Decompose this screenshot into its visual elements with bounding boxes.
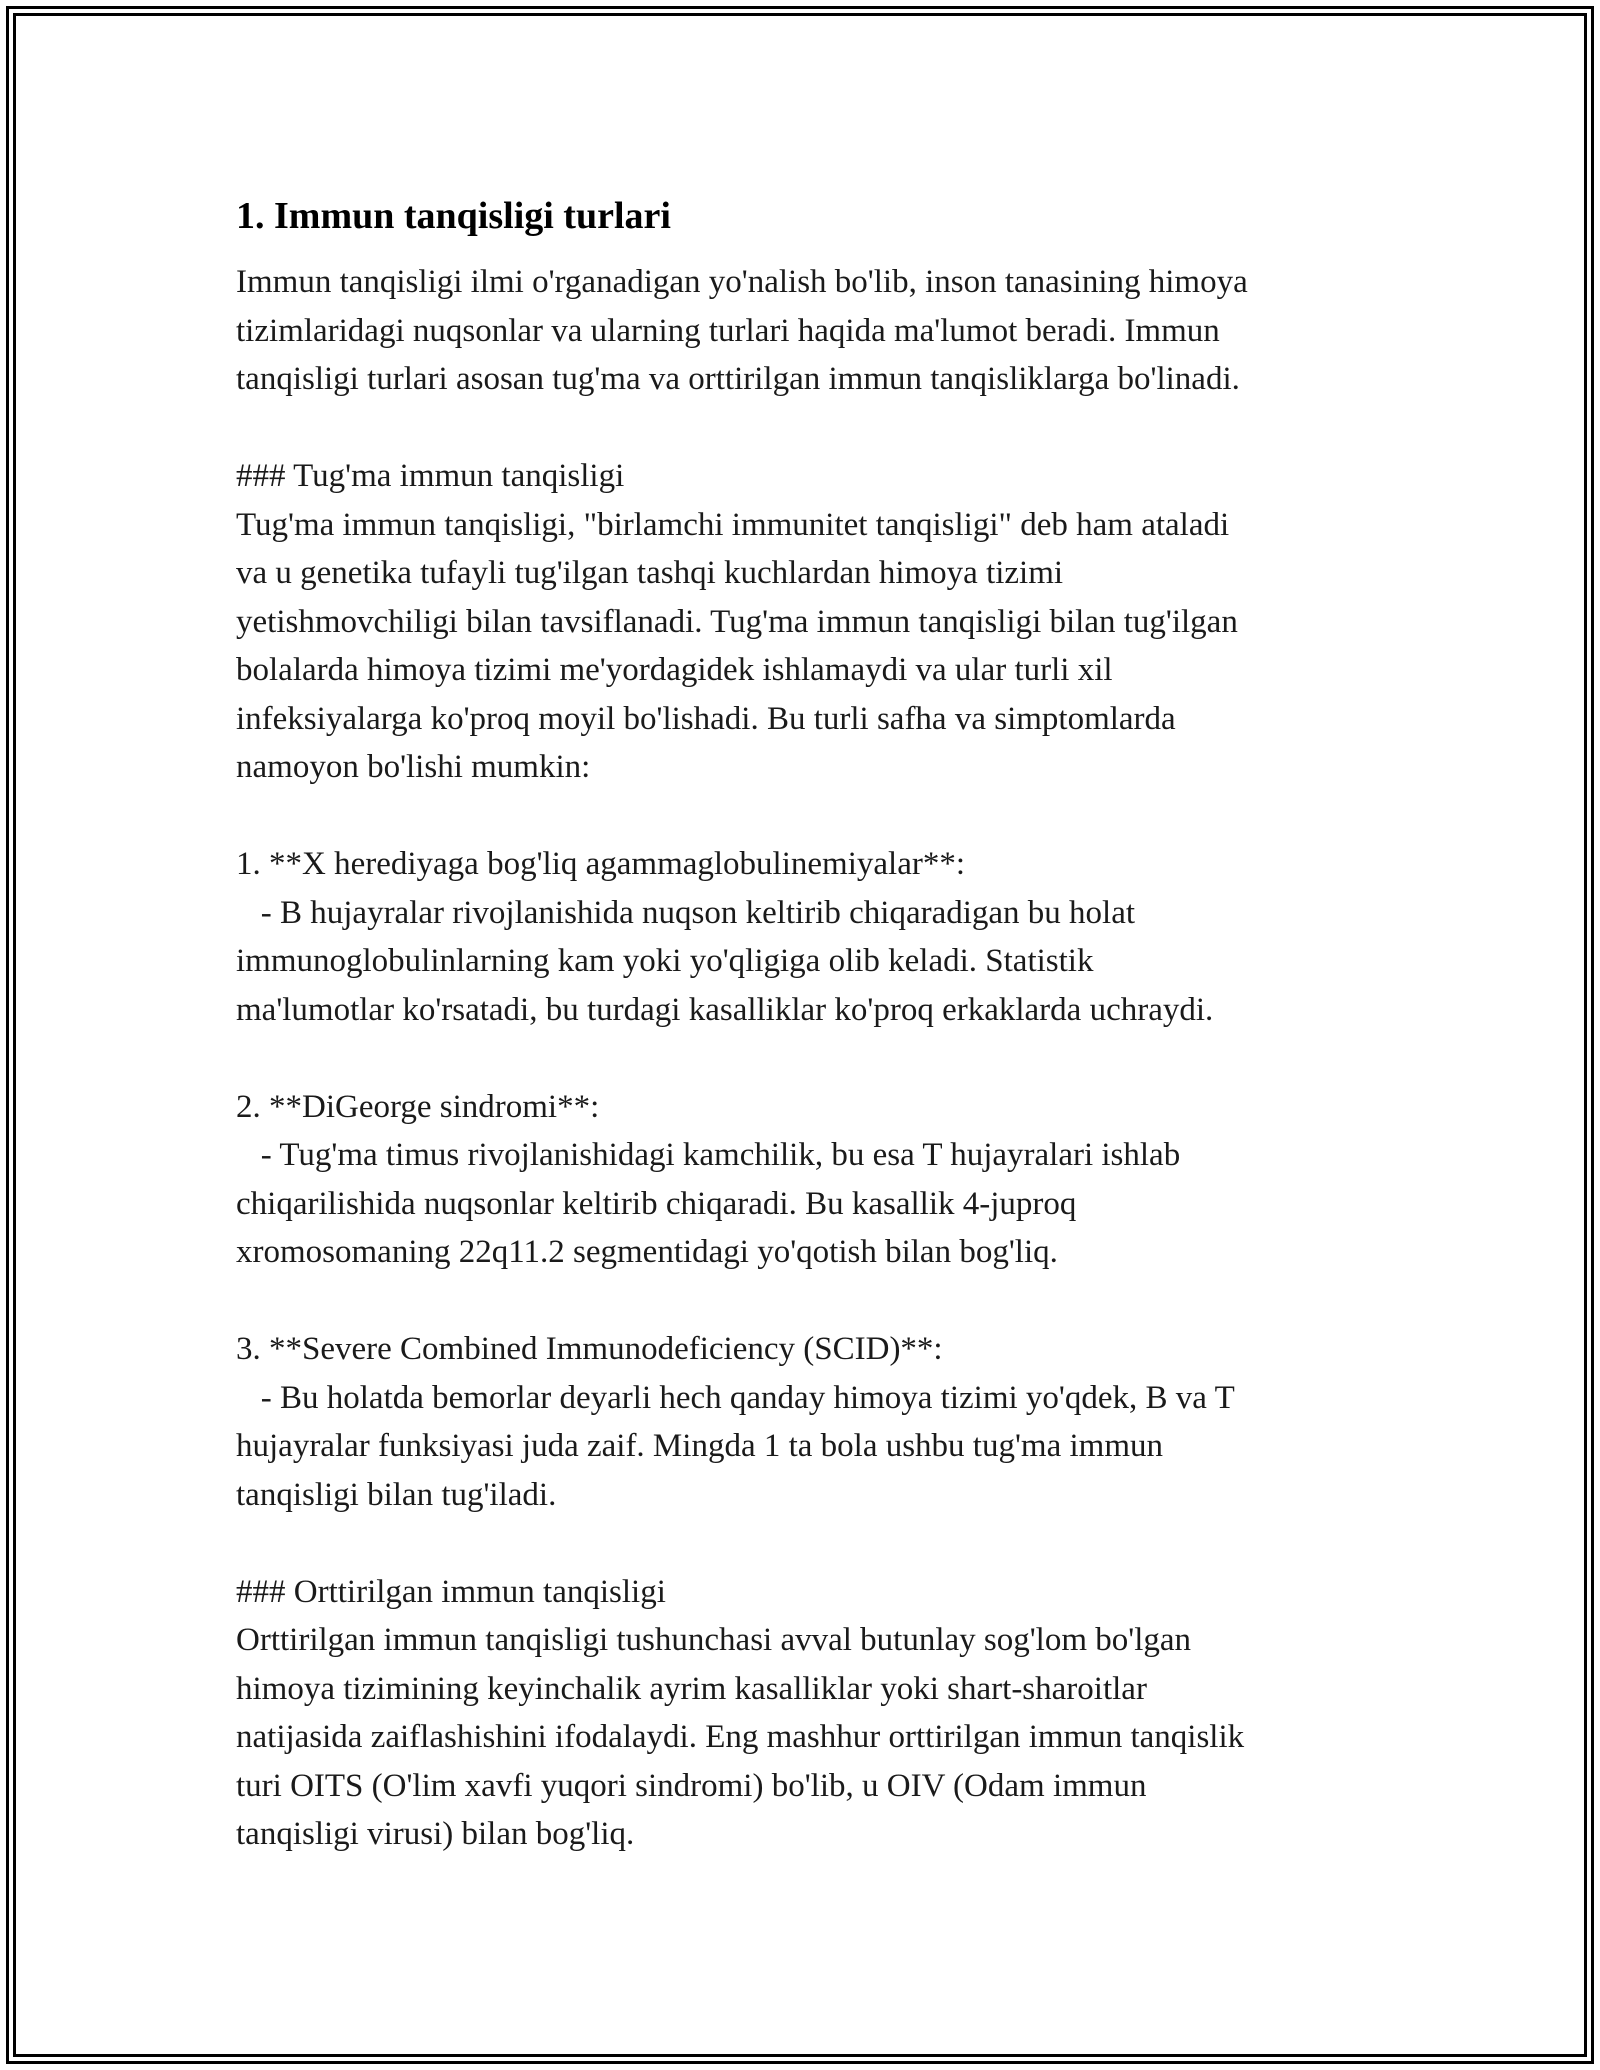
document-page bbox=[236, 188, 1376, 1859]
document-heading: 1. Immun tanqisligi turlari bbox=[236, 195, 671, 237]
document-body: Immun tanqisligi ilmi o'rganadigan yo'nalish bo'lib, inson tanasining himoya tizimlaridagi nuqsonlar va ularning turlari haqida ma'lumot beradi. Immun tanqisligi turlari asosan tug'ma va orttirilgan immun tanqisliklarga bo'linadi. ### Tug'ma immun tanqisligi Tug'ma immun tanqisligi, "birlamchi immunitet tanqisligi" deb ham ataladi va u genetika tufayli tug'ilgan tashqi kuchlardan himoya tizimi yetishmovchiligi bilan tavsiflanadi. Tug'ma immun tanqisligi bilan tug'ilgan bolalarda himoya tizimi me'yordagidek ishlamaydi va ular turli xil infeksiyalarga ko'proq moyil bo'lishadi. Bu turli safha va simptomlarda namoyon bo'lishi mumkin: 1. **X herediyaga bog'liq agammaglobulinemiyalar**: - B hujayralar rivojlanishida nuqson keltirib chiqaradigan bu holat immunoglobulinlarning kam yoki yo'qligiga olib keladi. Statistik ma'lumotlar ko'rsatadi, bu turdagi kasalliklar ko'proq erkaklarda uchraydi. 2. **DiGeorge sindromi**: - Tug'ma timus rivojlanishidagi kamchilik, bu esa T hujayralari ishlab chiqarilishida nuqsonlar keltirib chiqaradi. Bu kasallik 4-juproq xromosomaning 22q11.2 segmentidagi yo'qotish bilan bog'liq. 3. **Severe Combined Immunodeficiency (SCID)**: - Bu holatda bemorlar deyarli hech qanday himoya tizimi yo'qdek, B va T hujayralar funksiyasi juda zaif. Mingda 1 ta bola ushbu tug'ma immun tanqisligi bilan tug'iladi. ### Orttirilgan immun tanqisligi Orttirilgan immun tanqisligi tushunchasi avval butunlay sog'lom bo'lgan himoya tizimining keyinchalik ayrim kasalliklar yoki shart-sharoitlar natijasida zaiflashishini ifodalaydi. Eng mashhur orttirilgan immun tanqislik turi OITS (O'lim xavfi yuqori sindromi) bo'lib, u OIV (Odam immun tanqisligi virusi) bilan bog'liq. bbox=[236, 264, 1248, 1852]
